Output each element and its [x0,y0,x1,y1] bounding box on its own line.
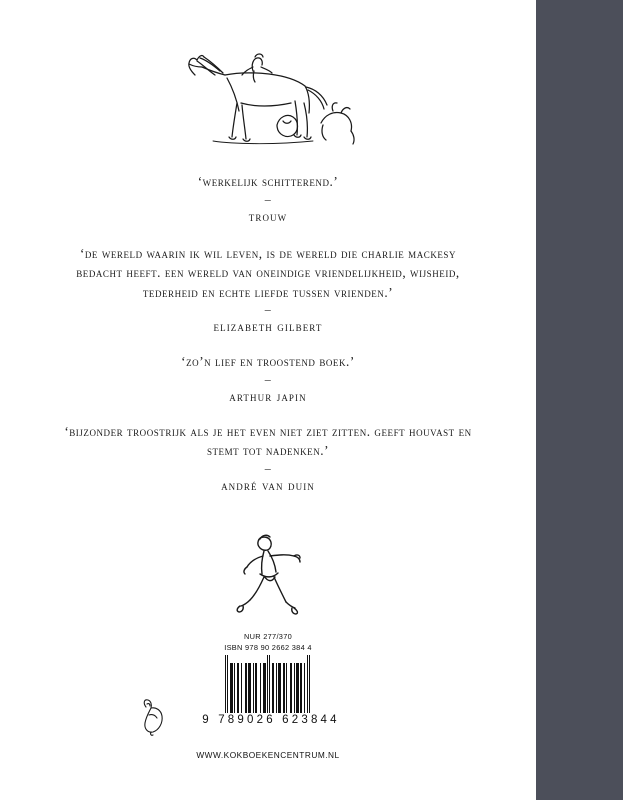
publisher-url: WWW.KOKBOEKENCENTRUM.NL [196,750,340,760]
quote-dash: – [264,302,272,316]
barcode-digits: 9 789026 623844 [202,714,340,726]
quote-attribution: arthur japin [229,388,307,404]
quote-text: ‘werkelijk schitterend.’ [197,174,339,189]
quote-attribution: andré van duin [221,477,315,493]
boy-running-illustration [0,530,536,628]
quote-attribution: elizabeth gilbert [213,319,323,334]
barcode-bars [196,655,340,713]
quote-group-3 [58,352,478,406]
quote-text: ‘zo’n lief en troostend boek.’ [181,354,355,369]
quote-attribution: trouw [248,208,288,224]
isbn-code: ISBN 978 90 2662 384 4 [224,643,312,652]
horse-and-boy-drawing [173,45,363,153]
quote-group-1 [58,172,478,226]
boy-running-drawing [220,532,316,628]
quote-dash: – [264,191,272,206]
quote-text: ‘de wereld waarin ik wil leven, is de wereld die charlie mackesy bedacht heeft. een wereld van oneindige vriendelijkheid, wijsheid, tederheid en echte liefde tussen vrienden.’ [76,245,460,300]
quote-dash: – [264,371,272,386]
nur-code: NUR 277/370 [243,632,293,641]
quote-group-2 [58,244,478,337]
quote-dash: – [264,460,272,475]
barcode-block [0,632,536,728]
spine-area [536,0,623,800]
quote-text: ‘bijzonder troostrijk als je het even niet ziet zitten. geeft houvast en stemt tot nadenken.’ [64,423,472,458]
horse-and-boy-illustration [0,44,536,154]
barcode-image [196,655,340,726]
publisher-logo-icon [138,697,168,737]
quote-group-4 [58,422,478,495]
fox-logo-icon [138,697,168,737]
quotes-block [58,172,478,495]
